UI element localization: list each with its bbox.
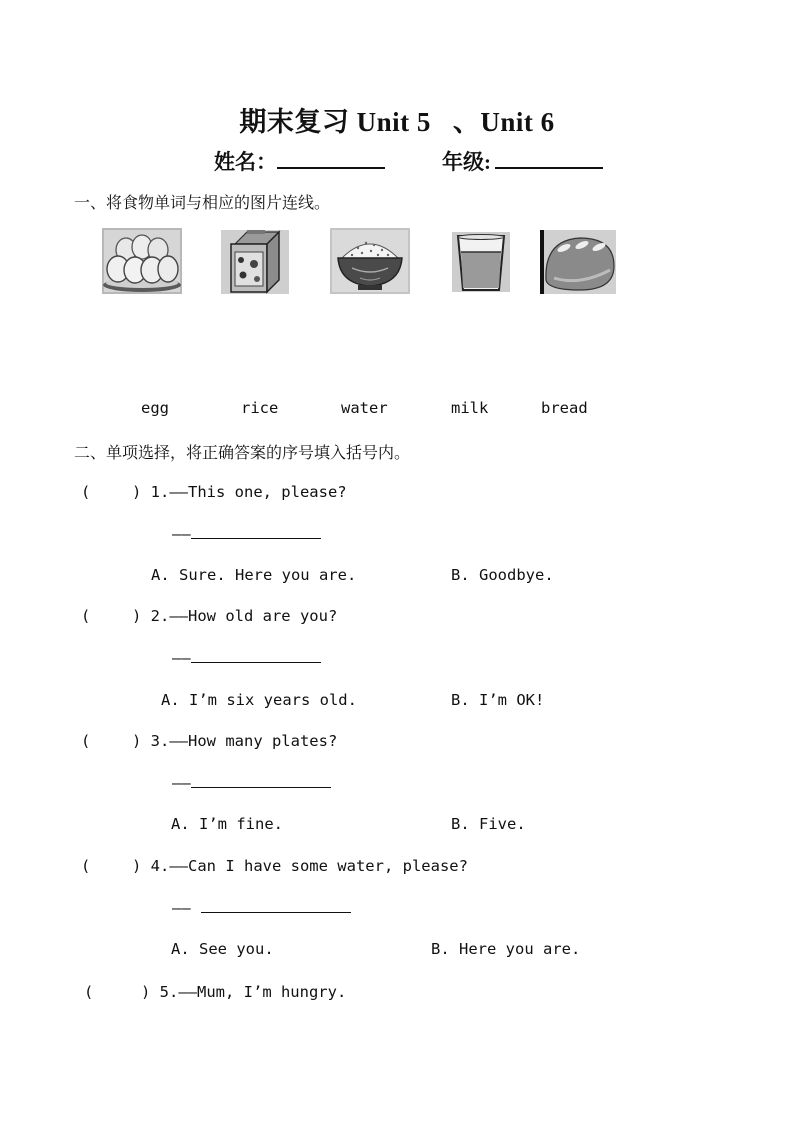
option-b-4: B. Here you are.: [431, 940, 581, 958]
answer-blank[interactable]: [191, 648, 321, 663]
grade-blank[interactable]: [495, 147, 603, 169]
question-3: [132, 732, 337, 750]
bread-picture: [540, 230, 616, 294]
answer-line-3: ——: [172, 773, 331, 792]
page-title: [0, 100, 794, 139]
question-5: [141, 983, 346, 1001]
section-1-heading: 一、将食物单词与相应的图片连线。: [74, 193, 331, 212]
answer-blank[interactable]: [191, 773, 331, 788]
option-a-3: A. I’m fine.: [171, 815, 283, 833]
answer-line-4: ——: [172, 898, 351, 917]
answer-paren-3[interactable]: (: [81, 732, 91, 750]
question-prompt: ——Can I have some water, please?: [169, 857, 468, 875]
answer-line-2: ——: [172, 648, 321, 667]
option-b-2: B. I’m OK!: [451, 691, 545, 709]
section-2-heading: 二、单项选择，将正确答案的序号填入括号内。: [74, 443, 411, 462]
option-a-1: A. Sure. Here you are.: [151, 566, 357, 584]
title-part-1: 期末复习 Unit 5: [239, 107, 431, 137]
word-egg: egg: [141, 399, 169, 417]
water-glass-picture: [452, 232, 510, 292]
word-water: water: [341, 399, 388, 417]
word-bread: bread: [541, 399, 588, 417]
question-prompt: ——How old are you?: [169, 607, 338, 625]
option-b-1: B. Goodbye.: [451, 566, 554, 584]
question-number: ) 5.: [141, 983, 179, 1001]
option-a-4: A. See you.: [171, 940, 274, 958]
word-milk: milk: [451, 399, 489, 417]
title-part-2: 、Unit 6: [452, 107, 555, 137]
answer-paren-2[interactable]: (: [81, 607, 91, 625]
rice-bowl-picture: [330, 228, 410, 294]
answer-paren-1[interactable]: (: [81, 483, 91, 501]
question-prompt: ——How many plates?: [169, 732, 338, 750]
question-number: ) 1.: [132, 483, 170, 501]
answer-paren-4[interactable]: (: [81, 857, 91, 875]
answer-line-1: ——: [172, 524, 321, 543]
answer-paren-5[interactable]: (: [84, 983, 94, 1001]
question-2: [132, 607, 337, 625]
answer-blank[interactable]: [201, 898, 351, 913]
name-blank[interactable]: [277, 147, 385, 169]
answer-blank[interactable]: [191, 524, 321, 539]
name-field: [214, 146, 385, 176]
milk-carton-picture: [221, 230, 289, 294]
option-a-2: A. I’m six years old.: [161, 691, 357, 709]
grade-label: 年级:: [442, 150, 491, 174]
question-number: ) 3.: [132, 732, 170, 750]
question-number: ) 4.: [132, 857, 170, 875]
word-rice: rice: [241, 399, 279, 417]
grade-field: [442, 146, 603, 176]
eggs-picture: [102, 228, 182, 294]
question-4: [132, 857, 468, 875]
option-b-3: B. Five.: [451, 815, 526, 833]
question-prompt: ——This one, please?: [169, 483, 347, 501]
question-prompt: ——Mum, I’m hungry.: [178, 983, 347, 1001]
name-label: 姓名：: [214, 150, 277, 174]
question-1: [132, 483, 347, 501]
question-number: ) 2.: [132, 607, 170, 625]
